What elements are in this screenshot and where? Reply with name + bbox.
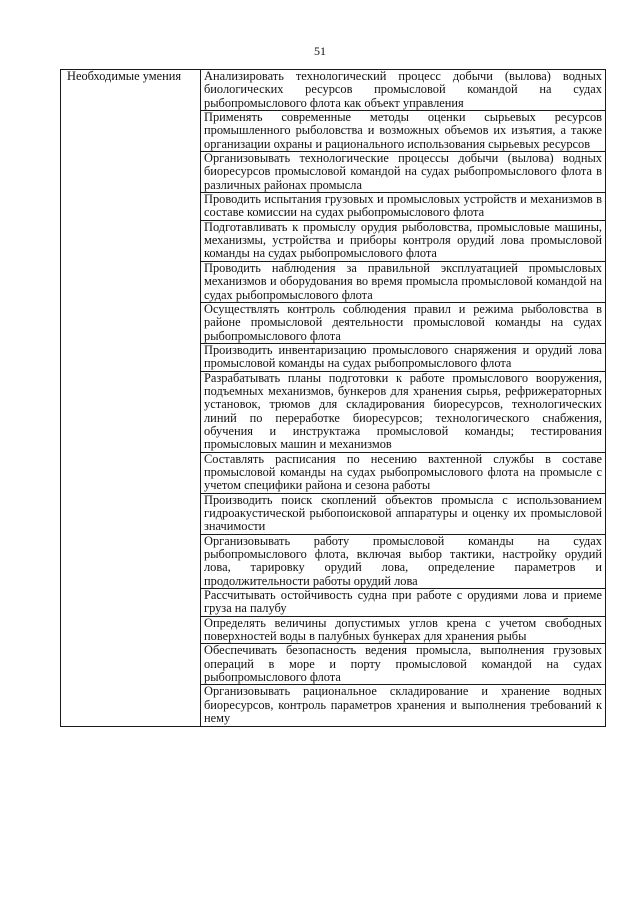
skill-cell: Организовывать работу промысловой команды на судах рыбопромыслового флота, включая выбор тактики, настройку орудий лова, тарировку орудий лова, определение параметров и продолжительности работы орудий лова [201, 534, 606, 588]
skill-cell: Организовывать рациональное складирование и хранение водных биоресурсов, контроль параметров хранения и выполнения требований к нему [201, 685, 606, 726]
skill-cell: Рассчитывать остойчивость судна при работе с орудиями лова и приеме груза на палубу [201, 589, 606, 617]
skill-cell: Разрабатывать планы подготовки к работе промыслового вооружения, подъемных механизмов, бункеров для хранения сырья, рефрижераторных установок, трюмов для складирования биоресурсов, технологических линий по переработке биоресурсов; технологического снабжения, обучения и инструктажа промысловой команды; тестирования промысловых машин и механизмов [201, 371, 606, 452]
row-label-required-skills: Необходимые умения [61, 70, 201, 727]
skill-cell: Подготавливать к промыслу орудия рыболовства, промысловые машины, механизмы, устройства и приборы контроля орудий лова промысловой команды на судах рыбопромыслового флота [201, 220, 606, 261]
skills-table [60, 69, 606, 727]
skill-cell: Анализировать технологический процесс добычи (вылова) водных биологических ресурсов промысловой командой на судах рыбопромыслового флота как объект управления [201, 70, 606, 111]
skill-cell: Обеспечивать безопасность ведения промысла, выполнения грузовых операций в море и порту промысловой командой на судах рыбопромыслового флота [201, 644, 606, 685]
skill-cell: Составлять расписания по несению вахтенной службы в составе промысловой команды на судах рыбопромыслового флота на промысле с учетом специфики района и сезона работы [201, 452, 606, 493]
skill-cell: Применять современные методы оценки сырьевых ресурсов промышленного рыболовства и возможных объемов их изъятия, а также организации охраны и рационального использования сырьевых ресурсов [201, 111, 606, 152]
skill-cell: Проводить испытания грузовых и промысловых устройств и механизмов в составе комиссии на судах рыбопромыслового флота [201, 193, 606, 221]
skill-cell: Проводить наблюдения за правильной эксплуатацией промысловых механизмов и оборудования во время промысла промысловой командой на судах рыбопромыслового флота [201, 261, 606, 302]
page-number: 51 [314, 44, 326, 58]
table-row [61, 70, 606, 111]
skill-cell: Производить поиск скоплений объектов промысла с использованием гидроакустической рыбопоисковой аппаратуры и оценку их промысловой значимости [201, 493, 606, 534]
skill-cell: Определять величины допустимых углов крена с учетом свободных поверхностей воды в палубных бункерах для хранения рыбы [201, 616, 606, 644]
skill-cell: Осуществлять контроль соблюдения правил и режима рыболовства в районе промысловой деятельности промысловой команды на судах рыбопромыслового флота [201, 302, 606, 343]
skill-cell: Производить инвентаризацию промыслового снаряжения и орудий лова промысловой команды на судах рыбопромыслового флота [201, 343, 606, 371]
skill-cell: Организовывать технологические процессы добычи (вылова) водных биоресурсов промысловой командой на судах рыбопромыслового флота в различных районах промысла [201, 152, 606, 193]
